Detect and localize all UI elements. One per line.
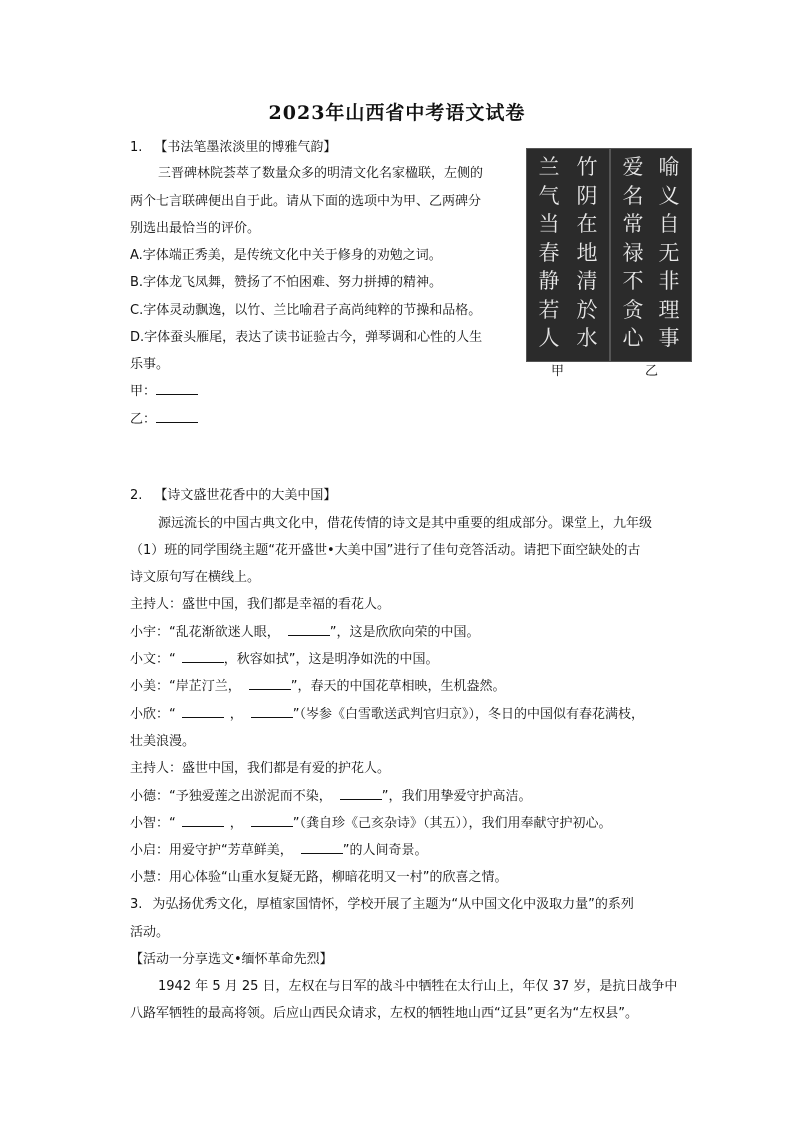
q2-host-line2: 主持人：盛世中国，我们都是有爱的护花人。 — [130, 761, 391, 776]
q2-xiaozhi-blank-2[interactable] — [251, 814, 293, 827]
q1-paragraph-line3: 别选出最恰当的评价。 — [130, 221, 261, 236]
q2-heading-line — [130, 486, 336, 506]
q1-answer-yi-label: 乙： — [130, 412, 157, 427]
q1-answer-jia — [130, 382, 198, 402]
q3-paragraph-line2: 八路军牺牲的最高将领。后应山西民众请求，左权的牺牲地山西“辽县”更名为“左权县”。 — [130, 1006, 638, 1021]
q2-xiaode-blank[interactable] — [340, 787, 382, 800]
q2-xiaozhi-comma: ， — [229, 816, 243, 831]
q2-number: 2. — [130, 488, 143, 503]
q2-xiaoxin-line2: 壮美浪漫。 — [130, 734, 196, 749]
rubbing-char: 在 — [576, 212, 598, 236]
q1-answer-yi-blank[interactable] — [156, 410, 198, 423]
q2-xiaoxin-blank-2[interactable] — [251, 705, 293, 718]
rubbing-char: 禄 — [622, 240, 644, 265]
q2-xiaomei-line — [130, 677, 506, 697]
calligraphy-rubbing-jia — [526, 148, 610, 362]
rubbing-char: 人 — [538, 326, 560, 350]
q1-option-a: A.字体端正秀美，是传统文化中关于修身的劝勉之词。 — [130, 248, 442, 263]
rubbing-char: 喻 — [658, 155, 680, 179]
q3-activity-heading: 【活动一分享选文•缅怀革命先烈】 — [130, 952, 333, 967]
q2-xiaozhi-text-a: 小智：“ — [130, 816, 176, 831]
q2-xiaoyu-text-a: 小宇：“乱花渐欲迷人眼， — [130, 625, 280, 640]
rubbing-char: 当 — [538, 212, 560, 236]
q1-heading: 【书法笔墨浓淡里的博雅气韵】 — [154, 140, 337, 155]
rubbing-char: 常 — [622, 212, 644, 236]
q2-xiaowen-text-a: 小文：“ — [130, 652, 176, 667]
rubbing-char: 阴 — [576, 183, 598, 208]
q1-option-d-line1: D.字体蚕头雁尾，表达了读书证验古今，弹琴调和心性的人生 — [130, 330, 483, 345]
rubbing-char: 无 — [658, 240, 680, 265]
q3-number: 3. — [130, 897, 143, 912]
q2-xiaozhi-blank-1[interactable] — [182, 814, 224, 827]
rubbing-char: 竹 — [576, 155, 598, 179]
q2-xiaozhi-text-c: ”（龚自珍《己亥杂诗》（其五）），我们用奉献守护初心。 — [292, 816, 612, 831]
rubbing-char: 自 — [658, 212, 680, 236]
q3-text-line1: 为弘扬优秀文化，厚植家国情怀，学校开展了主题为“从中国文化中汲取力量”的系列 — [152, 897, 634, 912]
rubbing-char: 水 — [576, 326, 598, 350]
q2-xiaoxin-line — [130, 705, 644, 725]
q1-paragraph-line1: 三晋碑林院荟萃了数量众多的明清文化名家楹联，左侧的 — [158, 166, 484, 181]
q2-xiaomei-blank[interactable] — [249, 677, 291, 690]
q2-xiaoxin-blank-1[interactable] — [182, 705, 224, 718]
rubbing-yi-right-column — [655, 153, 683, 353]
rubbing-char: 爱 — [622, 155, 644, 179]
q2-xiaowen-text-b: ，秋容如拭”，这是明净如洗的中国。 — [223, 652, 439, 667]
rubbing-char: 非 — [658, 269, 680, 293]
q1-answer-jia-label: 甲： — [130, 384, 157, 399]
rubbing-char: 义 — [658, 183, 680, 208]
rubbing-caption-yi: 乙 — [645, 364, 659, 379]
rubbing-char: 不 — [622, 269, 644, 293]
q2-xiaoqi-blank[interactable] — [301, 841, 343, 854]
calligraphy-rubbing-yi — [610, 148, 692, 362]
q2-xiaoqi-text-b: ”的人间奇景。 — [342, 843, 428, 858]
rubbing-char: 地 — [576, 240, 598, 265]
q1-option-b: B.字体龙飞凤舞，赞扬了不怕困难、努力拼搏的精神。 — [130, 275, 443, 290]
rubbing-char: 理 — [658, 297, 680, 322]
q1-number: 1. — [130, 140, 143, 155]
q3-line2: 活动。 — [130, 925, 170, 940]
rubbing-jia-left-column — [535, 153, 563, 353]
q2-xiaomei-text-b: ”，春天的中国花草相映，生机盎然。 — [290, 679, 506, 694]
q2-intro-line2: （1）班的同学围绕主题“花开盛世•大美中国”进行了佳句竞答活动。请把下面空缺处的古 — [130, 543, 641, 558]
rubbing-char: 清 — [576, 269, 598, 293]
q2-xiaoqi-line — [130, 841, 428, 861]
q1-option-d-line2: 乐事。 — [130, 357, 170, 372]
q2-xiaoyu-blank[interactable] — [288, 623, 330, 636]
q2-xiaode-text-b: ”，我们用挚爱守护高洁。 — [381, 789, 532, 804]
rubbing-char: 名 — [622, 183, 644, 208]
q2-xiaohui-line: 小慧：用心体验“山重水复疑无路，柳暗花明又一村”的欣喜之情。 — [130, 870, 508, 885]
q2-intro-line3: 诗文原句写在横线上。 — [130, 570, 261, 585]
q2-xiaoxin-text-c: ”（岑参《白雪歌送武判官归京》），冬日的中国似有春花满枝， — [292, 707, 645, 722]
q2-xiaode-line — [130, 787, 532, 807]
q1-answer-yi — [130, 410, 198, 430]
q2-intro-line1: 源远流长的中国古典文化中，借花传情的诗文是其中重要的组成部分。课堂上，九年级 — [158, 516, 653, 531]
q1-option-c: C.字体灵动飘逸，以竹、兰比喻君子高尚纯粹的节操和品格。 — [130, 303, 482, 318]
q2-xiaode-text-a: 小德：“予独爱莲之出淤泥而不染， — [130, 789, 332, 804]
rubbing-char: 静 — [538, 269, 560, 293]
rubbing-caption-jia: 甲 — [551, 364, 565, 379]
q2-xiaoxin-text-a: 小欣：“ — [130, 707, 176, 722]
q1-heading-line — [130, 138, 336, 158]
q3-line1 — [130, 895, 634, 915]
q2-xiaowen-blank[interactable] — [182, 650, 224, 663]
q2-xiaoqi-text-a: 小启：用爱守护“芳草鲜美， — [130, 843, 293, 858]
q3-paragraph-line1: 1942 年 5 月 25 日，左权在与日军的战斗中牺牲在太行山上，年仅 37 岁，是抗日战争中 — [158, 979, 678, 994]
rubbing-jia-right-column — [573, 153, 601, 353]
rubbing-char: 若 — [538, 297, 560, 322]
q2-xiaowen-line — [130, 650, 439, 670]
rubbing-yi-left-column — [619, 153, 647, 353]
q2-xiaoyu-text-b: ”，这是欣欣向荣的中国。 — [329, 625, 480, 640]
rubbing-char: 於 — [576, 297, 598, 322]
rubbing-char: 贪 — [622, 297, 644, 322]
q1-paragraph-line2: 两个七言联碑便出自于此。请从下面的选项中为甲、乙两碑分 — [130, 194, 482, 209]
q2-heading: 【诗文盛世花香中的大美中国】 — [154, 488, 337, 503]
q2-xiaoxin-comma: ， — [229, 707, 243, 722]
rubbing-char: 气 — [538, 183, 560, 208]
q2-xiaoyu-line — [130, 623, 480, 643]
rubbing-char: 事 — [658, 326, 680, 350]
rubbing-char: 春 — [538, 240, 560, 265]
rubbing-char: 心 — [622, 326, 644, 350]
q1-answer-jia-blank[interactable] — [156, 382, 198, 395]
page-title: 2023年山西省中考语文试卷 — [268, 102, 526, 124]
q2-host-line1: 主持人：盛世中国，我们都是幸福的看花人。 — [130, 597, 391, 612]
q2-xiaozhi-line — [130, 814, 612, 834]
q2-xiaomei-text-a: 小美：“岸芷汀兰， — [130, 679, 241, 694]
rubbing-char: 兰 — [538, 155, 560, 179]
